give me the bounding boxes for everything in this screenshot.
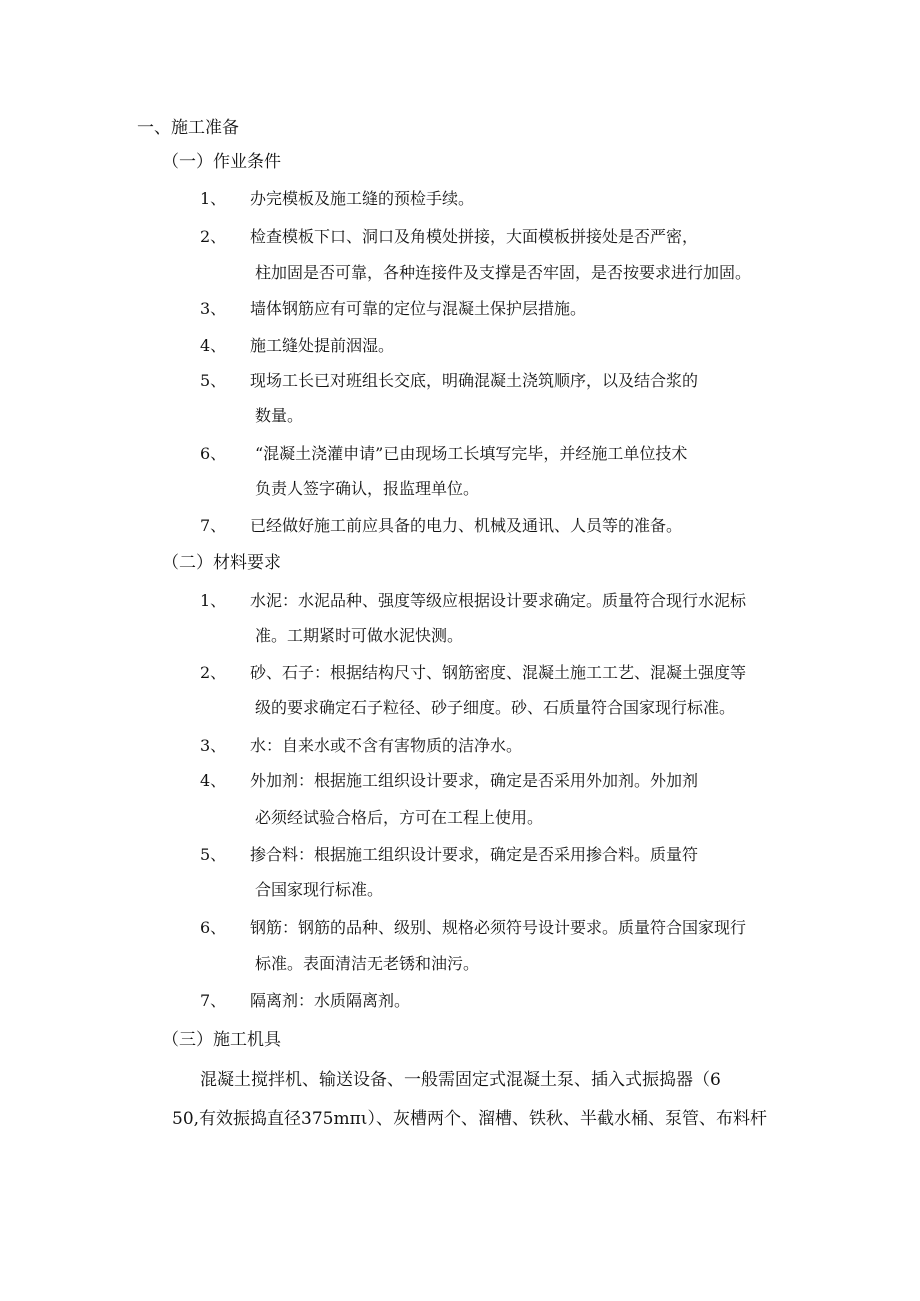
list-item-text-cont: 必须经试验合格后，方可在工程上使用。 [255, 808, 544, 827]
list-item-number: 6、 [200, 918, 227, 937]
list-item-number: 5、 [200, 371, 227, 390]
list-item-text: 已经做好施工前应具备的电力、机械及通讯、人员等的准备。 [250, 516, 683, 535]
list-item-text-cont: 标准。表面清洁无老锈和油污。 [255, 954, 480, 973]
list-item-number: 4、 [200, 336, 227, 355]
list-item-number: 3、 [200, 736, 227, 755]
list-item-text: “混凝土浇灌申请”已由现场工长填写完毕，并经施工单位技术 [255, 444, 688, 463]
list-item-number: 3、 [200, 299, 227, 318]
list-item-text: 办完模板及施工缝的预检手续。 [250, 189, 475, 208]
list-item-number: 4、 [200, 771, 227, 790]
list-item-text: 施工缝处提前洇湿。 [250, 336, 395, 355]
list-item-text-cont: 准。工期紧时可做水泥快测。 [255, 626, 464, 645]
paragraph-line: 混凝土搅拌机、输送设备、一般需固定式混凝土泵、插入式振捣器（6 [200, 1070, 721, 1090]
list-item-text: 墙体钢筋应有可靠的定位与混凝土保护层措施。 [250, 299, 587, 318]
subsection-title-materials: （二）材料要求 [162, 553, 281, 573]
list-item-text-cont: 级的要求确定石子粒径、砂子细度。砂、石质量符合国家现行标准。 [255, 698, 736, 717]
list-item-text: 钢筋：钢筋的品种、级别、规格必须符号设计要求。质量符合国家现行 [250, 918, 747, 937]
list-item-text: 外加剂：根据施工组织设计要求，确定是否采用外加剂。外加剂 [250, 771, 699, 790]
section-title: 一、施工准备 [137, 118, 239, 138]
paragraph-line: 50,有效振捣直径375mπι）、灰槽两个、溜槽、铁秋、半截水桶、泵管、布料杆 [172, 1109, 767, 1129]
subsection-title-tools: （三）施工机具 [162, 1030, 281, 1050]
list-item-number: 2、 [200, 663, 227, 682]
list-item-text: 砂、石子：根据结构尺寸、钢筋密度、混凝土施工工艺、混凝土强度等 [250, 663, 747, 682]
list-item-text: 现场工长已对班组长交底，明确混凝土浇筑顺序，以及结合浆的 [250, 371, 699, 390]
list-item-number: 1、 [200, 189, 227, 208]
subsection-title-conditions: （一）作业条件 [162, 152, 281, 172]
list-item-text-cont: 柱加固是否可靠，各种连接件及支撑是否牢固，是否按要求进行加固。 [255, 263, 752, 282]
list-item-text-cont: 合国家现行标准。 [255, 880, 384, 899]
list-item-text-cont: 数量。 [255, 406, 304, 425]
list-item-number: 7、 [200, 991, 227, 1010]
list-item-text: 水泥：水泥品种、强度等级应根据设计要求确定。质量符合现行水泥标 [250, 591, 747, 610]
list-item-number: 1、 [200, 591, 227, 610]
list-item-number: 6、 [200, 444, 227, 463]
list-item-number: 7、 [200, 516, 227, 535]
list-item-text: 水：自来水或不含有害物质的洁净水。 [250, 736, 523, 755]
list-item-number: 2、 [200, 227, 227, 246]
list-item-text-cont: 负责人签字确认，报监理单位。 [255, 479, 480, 498]
list-item-number: 5、 [200, 845, 227, 864]
list-item-text: 检查模板下口、洞口及角模处拼接，大面模板拼接处是否严密， [250, 227, 699, 246]
list-item-text: 掺合料：根据施工组织设计要求，确定是否采用掺合料。质量符 [250, 845, 699, 864]
list-item-text: 隔离剂：水质隔离剂。 [250, 991, 411, 1010]
